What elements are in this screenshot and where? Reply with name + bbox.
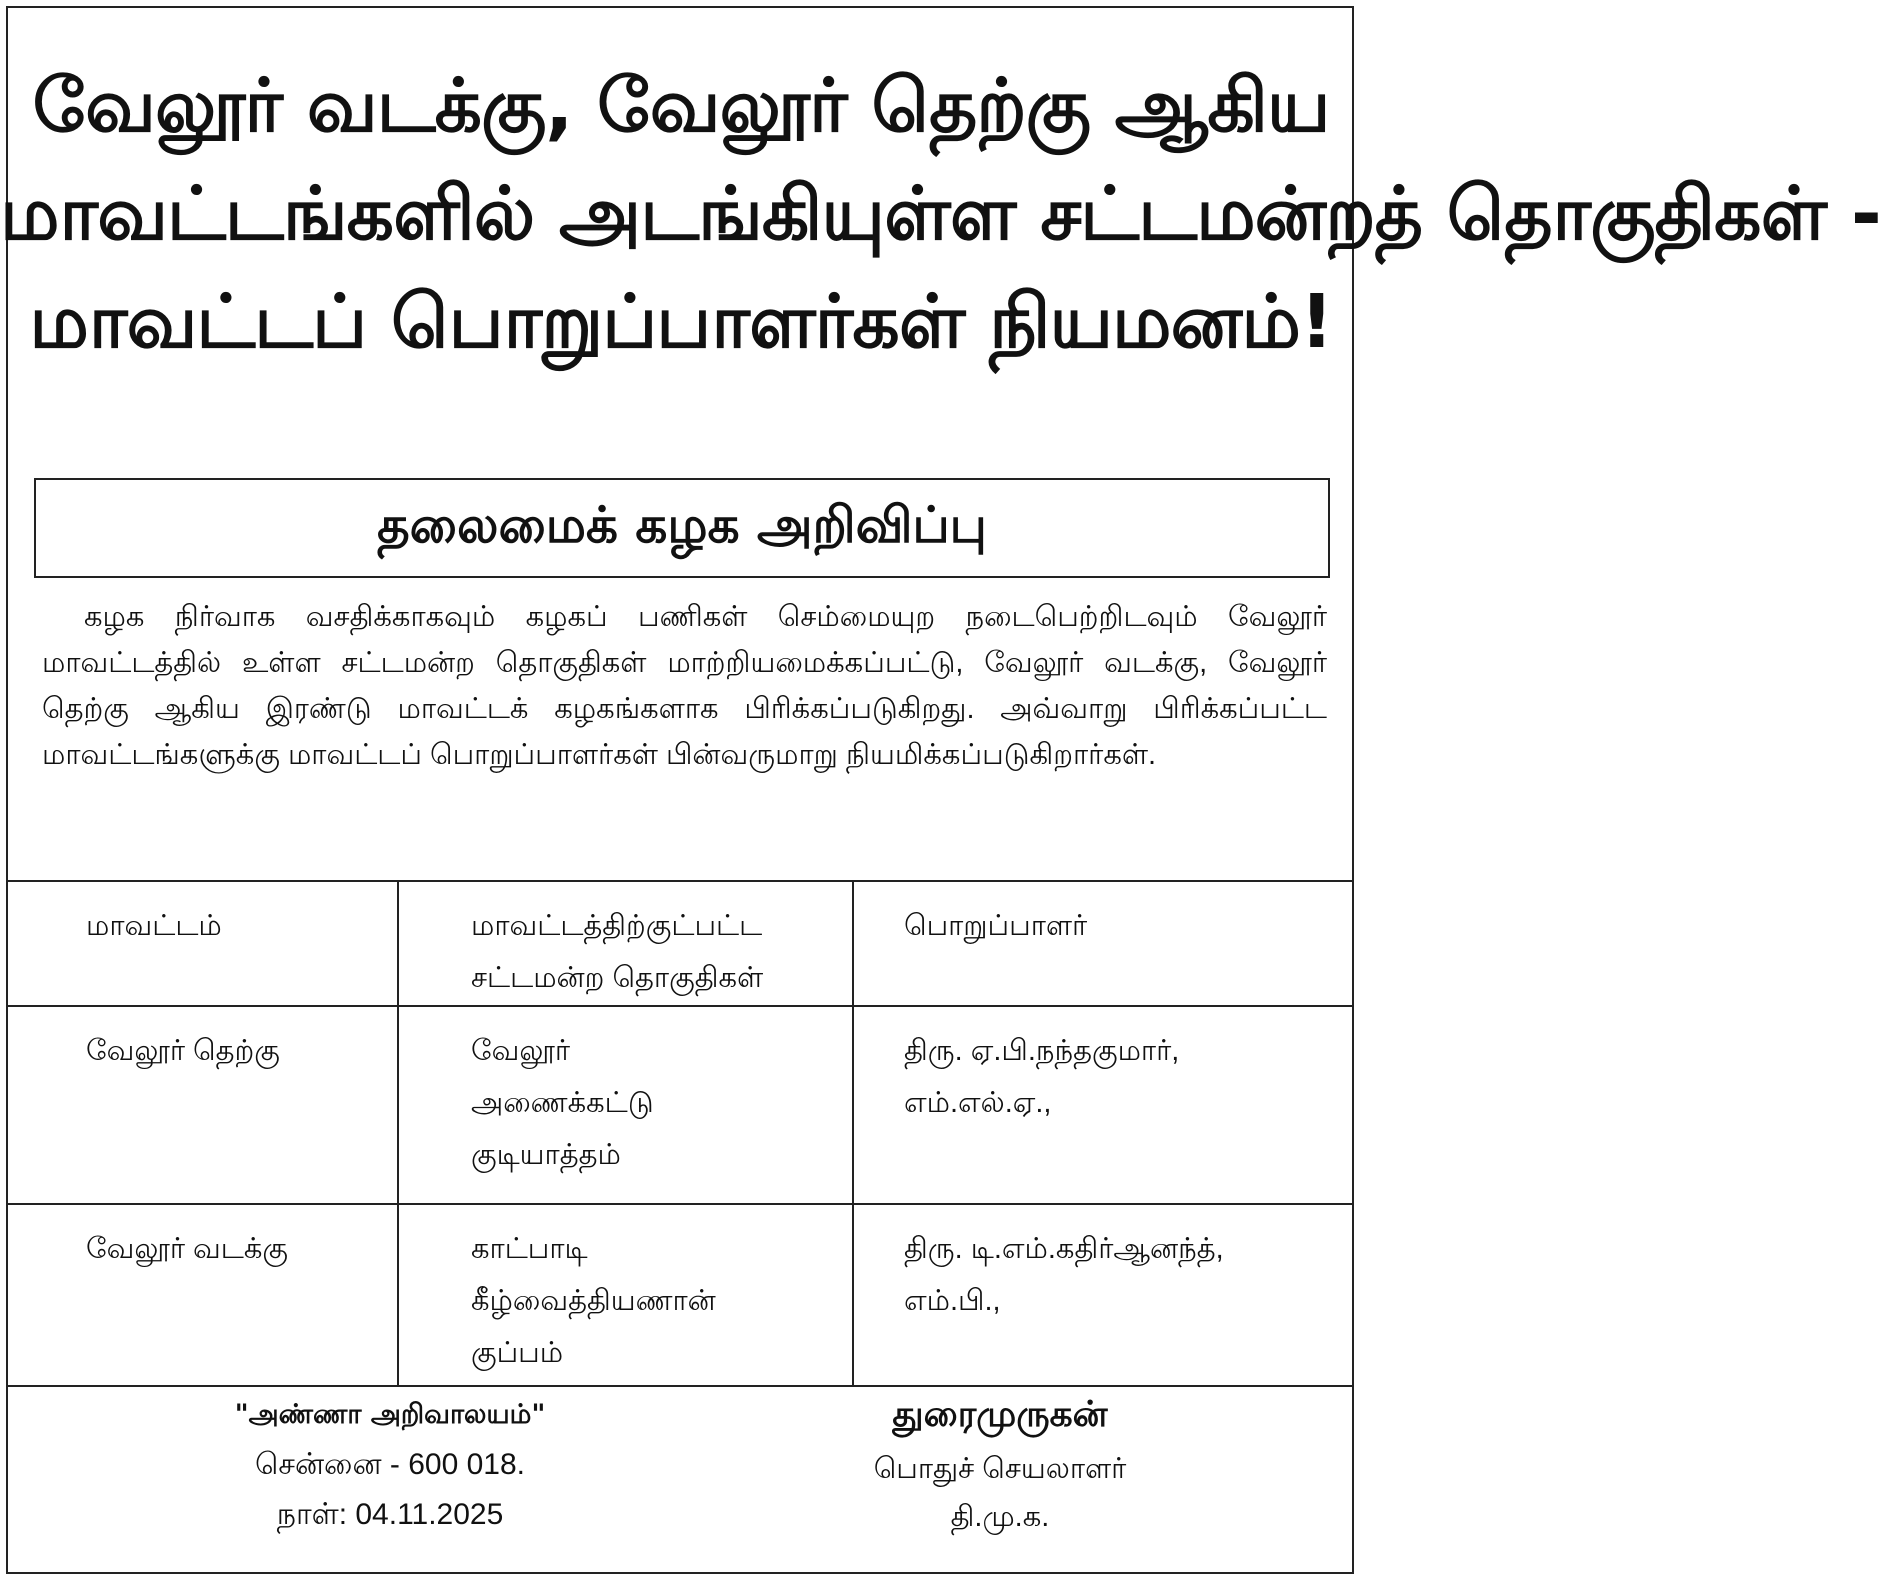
constituencies-cell: வேலூர் அணைக்கட்டு குடியாத்தம்: [398, 1006, 853, 1204]
headline-line-2: மாவட்டங்களில் அடங்கியுள்ள சட்டமன்றத் தொகுதிகள் -: [0, 171, 1881, 257]
notice-title-box: [34, 478, 1330, 578]
table-header-row: [8, 881, 1352, 1006]
district-cell: வேலூர் தெற்கு: [8, 1006, 398, 1204]
signer-name: துரைமுருகன்: [892, 1394, 1108, 1435]
footer-address: [180, 1390, 600, 1540]
office-name: "அண்ணா அறிவாலயம்": [234, 1399, 546, 1430]
headline: [0, 52, 1881, 376]
intro-paragraph: கழக நிர்வாக வசதிக்காகவும் கழகப் பணிகள் செம்மையுற நடைபெற்றிடவும் வேலூர் மாவட்டத்தில் உள்ள சட்டமன்ற தொகுதிகள் மாற்றியமைக்கப்பட்டு, வேலூர் வடக்கு, வேலூர் தெற்கு ஆகிய இரண்டு மாவட்டக் கழகங்களாக பிரிக்கப்படுகிறது. அவ்வாறு பிரிக்கப்பட்ட மாவட்டங்களுக்கு மாவட்டப் பொறுப்பாளர்கள் பின்வருமாறு நியமிக்கப்படுகிறார்கள்.: [42, 601, 1327, 771]
footer-signature: [800, 1385, 1200, 1541]
district-table: [8, 880, 1352, 1387]
office-city: சென்னை - 600 018.: [255, 1448, 525, 1481]
header-incharge: பொறுப்பாளர்: [853, 881, 1352, 1006]
header-district: மாவட்டம்: [8, 881, 398, 1006]
district-cell: வேலூர் வடக்கு: [8, 1204, 398, 1386]
table-row: [8, 1204, 1352, 1386]
header-constituencies: மாவட்டத்திற்குட்பட்ட சட்டமன்ற தொகுதிகள்: [398, 881, 853, 1006]
constituencies-cell: காட்பாடி கீழ்வைத்தியணான் குப்பம்: [398, 1204, 853, 1386]
incharge-cell: திரு. ஏ.பி.நந்தகுமார், எம்.எல்.ஏ.,: [853, 1006, 1352, 1204]
headline-line-1: வேலூர் வடக்கு, வேலூர் தெற்கு ஆகிய: [32, 63, 1330, 149]
headline-line-3: மாவட்டப் பொறுப்பாளர்கள் நியமனம்!: [29, 279, 1333, 365]
notice-title: தலைமைக் கழக அறிவிப்பு: [377, 495, 987, 554]
party-name: தி.மு.க.: [950, 1501, 1050, 1533]
incharge-cell: திரு. டி.எம்.கதிர்ஆனந்த், எம்.பி.,: [853, 1204, 1352, 1386]
table-row: [8, 1006, 1352, 1204]
signer-designation: பொதுச் செயலாளர்: [873, 1453, 1127, 1485]
notice-date: நாள்: 04.11.2025: [276, 1498, 504, 1531]
